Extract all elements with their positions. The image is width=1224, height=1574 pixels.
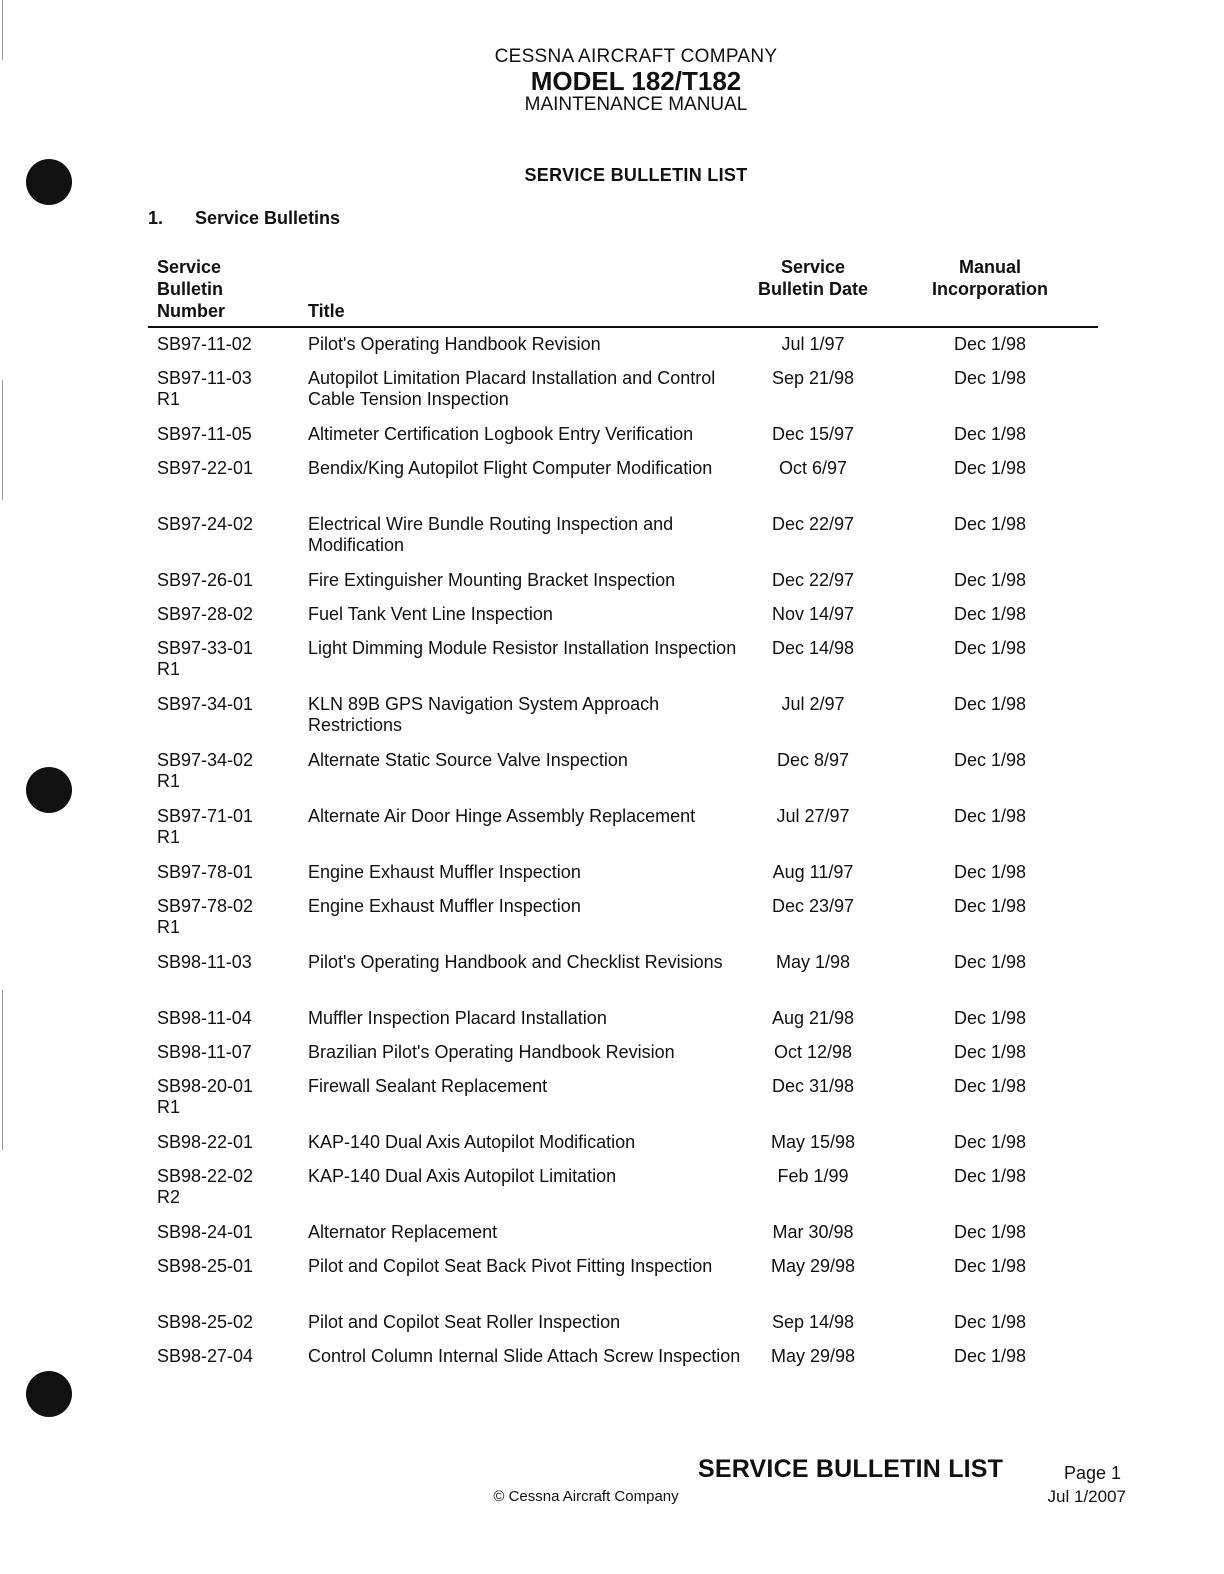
bulletin-title: Pilot and Copilot Seat Back Pivot Fitting Inspection xyxy=(308,1256,713,1276)
manual-name: MAINTENANCE MANUAL xyxy=(524,94,748,115)
table-row xyxy=(0,1076,1224,1132)
column-header-title: Title xyxy=(308,301,345,321)
bulletin-number: SB97-78-01 xyxy=(157,862,254,882)
manual-incorporation: Dec 1/98 xyxy=(953,1256,1027,1276)
manual-incorporation: Dec 1/98 xyxy=(953,458,1027,478)
bulletin-number: SB97-34-02 R1 xyxy=(157,750,254,791)
bulletin-number: SB98-22-01 xyxy=(157,1132,254,1152)
bulletin-title: Electrical Wire Bundle Routing Inspection and Modification xyxy=(308,514,674,555)
table-row xyxy=(0,1042,1224,1076)
bulletin-date: Jul 2/97 xyxy=(781,694,845,714)
bulletin-number: SB98-20-01 R1 xyxy=(157,1076,254,1117)
bulletin-date: Dec 22/97 xyxy=(771,514,855,534)
bulletin-number: SB98-22-02 R2 xyxy=(157,1166,254,1207)
table-row xyxy=(0,806,1224,862)
manual-incorporation: Dec 1/98 xyxy=(953,334,1027,354)
table-row xyxy=(0,1132,1224,1166)
bulletin-number: SB97-28-02 xyxy=(157,604,254,624)
bulletin-title: Fire Extinguisher Mounting Bracket Inspection xyxy=(308,570,676,590)
manual-incorporation: Dec 1/98 xyxy=(953,750,1027,770)
bulletin-number: SB97-26-01 xyxy=(157,570,254,590)
subsection-title: Service Bulletins xyxy=(195,208,341,228)
table-row xyxy=(0,334,1224,368)
bulletin-date: Dec 22/97 xyxy=(771,570,855,590)
bulletin-date: Aug 11/97 xyxy=(772,862,854,882)
bulletin-title: Brazilian Pilot's Operating Handbook Revision xyxy=(308,1042,675,1062)
bulletin-date: May 29/98 xyxy=(770,1346,856,1366)
subsection-heading xyxy=(148,208,340,229)
manual-incorporation: Dec 1/98 xyxy=(953,1132,1027,1152)
table-row xyxy=(0,896,1224,952)
bulletin-title: Fuel Tank Vent Line Inspection xyxy=(308,604,553,624)
bulletin-number: SB98-11-04 xyxy=(157,1008,252,1028)
bulletin-title: Firewall Sealant Replacement xyxy=(308,1076,548,1096)
column-header-number: Service Bulletin Number xyxy=(157,257,226,321)
bulletin-date: Jul 1/97 xyxy=(781,334,845,354)
table-row xyxy=(0,862,1224,896)
bulletin-title: Control Column Internal Slide Attach Screw Inspection xyxy=(308,1346,741,1366)
bulletin-table xyxy=(0,334,1224,1402)
bulletin-title: Engine Exhaust Muffler Inspection xyxy=(308,896,581,916)
bulletin-number: SB98-25-01 xyxy=(157,1256,254,1276)
company-name: CESSNA AIRCRAFT COMPANY xyxy=(494,46,778,67)
bulletin-title: KLN 89B GPS Navigation System Approach Restrictions xyxy=(308,694,660,735)
manual-incorporation: Dec 1/98 xyxy=(953,1346,1027,1366)
table-row xyxy=(0,604,1224,638)
table-row xyxy=(0,458,1224,514)
bulletin-number: SB97-11-03 R1 xyxy=(157,368,252,409)
table-row xyxy=(0,368,1224,424)
manual-incorporation: Dec 1/98 xyxy=(953,952,1027,972)
bulletin-date: Dec 31/98 xyxy=(771,1076,855,1096)
bulletin-number: SB97-71-01 R1 xyxy=(157,806,254,847)
bulletin-date: Dec 8/97 xyxy=(776,750,850,770)
bulletin-number: SB98-11-07 xyxy=(157,1042,252,1062)
manual-incorporation: Dec 1/98 xyxy=(953,862,1027,882)
table-row xyxy=(0,424,1224,458)
bulletin-date: May 1/98 xyxy=(775,952,851,972)
manual-incorporation: Dec 1/98 xyxy=(953,1008,1027,1028)
manual-incorporation: Dec 1/98 xyxy=(953,1042,1027,1062)
table-row xyxy=(0,1166,1224,1222)
bulletin-title: Pilot and Copilot Seat Roller Inspection xyxy=(308,1312,621,1332)
bulletin-title: Alternate Static Source Valve Inspection xyxy=(308,750,628,770)
table-row xyxy=(0,514,1224,570)
bulletin-date: Sep 14/98 xyxy=(771,1312,855,1332)
bulletin-date: Dec 14/98 xyxy=(771,638,855,658)
manual-incorporation: Dec 1/98 xyxy=(953,896,1027,916)
manual-incorporation: Dec 1/98 xyxy=(953,514,1027,534)
bulletin-date: May 29/98 xyxy=(770,1256,856,1276)
manual-incorporation: Dec 1/98 xyxy=(953,1166,1027,1186)
section-title: SERVICE BULLETIN LIST xyxy=(524,165,748,185)
manual-incorporation: Dec 1/98 xyxy=(953,1076,1027,1096)
bulletin-number: SB97-11-02 xyxy=(157,334,252,354)
manual-incorporation: Dec 1/98 xyxy=(953,1312,1027,1332)
manual-incorporation: Dec 1/98 xyxy=(953,604,1027,624)
column-header-manual: Manual Incorporation xyxy=(932,257,1048,299)
manual-incorporation: Dec 1/98 xyxy=(953,806,1027,826)
table-row xyxy=(0,1346,1224,1402)
bulletin-date: Oct 6/97 xyxy=(778,458,848,478)
page-number: Page 1 xyxy=(1064,1463,1122,1483)
bulletin-date: Feb 1/99 xyxy=(777,1166,849,1186)
manual-incorporation: Dec 1/98 xyxy=(953,424,1027,444)
bulletin-title: Alternate Air Door Hinge Assembly Replacement xyxy=(308,806,696,826)
bulletin-title: KAP-140 Dual Axis Autopilot Modification xyxy=(308,1132,636,1152)
bulletin-number: SB98-24-01 xyxy=(157,1222,254,1242)
manual-incorporation: Dec 1/98 xyxy=(953,638,1027,658)
footer-title: SERVICE BULLETIN LIST xyxy=(698,1455,1004,1483)
bulletin-number: SB97-33-01 R1 xyxy=(157,638,254,679)
bulletin-title: Alternator Replacement xyxy=(308,1222,498,1242)
bulletin-number: SB97-78-02 R1 xyxy=(157,896,254,937)
bulletin-date: Mar 30/98 xyxy=(772,1222,854,1242)
table-row xyxy=(0,638,1224,694)
manual-incorporation: Dec 1/98 xyxy=(953,570,1027,590)
manual-incorporation: Dec 1/98 xyxy=(953,368,1027,388)
header-rule xyxy=(148,326,1098,328)
manual-incorporation: Dec 1/98 xyxy=(953,694,1027,714)
bulletin-title: Autopilot Limitation Placard Installation and Control Cable Tension Inspection xyxy=(308,368,716,409)
copyright-notice: © Cessna Aircraft Company xyxy=(493,1488,679,1505)
bulletin-title: Light Dimming Module Resistor Installation Inspection xyxy=(308,638,737,658)
bulletin-title: Pilot's Operating Handbook Revision xyxy=(308,334,601,354)
table-row xyxy=(0,952,1224,1008)
bulletin-number: SB98-27-04 xyxy=(157,1346,254,1366)
bulletin-number: SB98-25-02 xyxy=(157,1312,254,1332)
table-row xyxy=(0,570,1224,604)
manual-incorporation: Dec 1/98 xyxy=(953,1222,1027,1242)
bulletin-title: Altimeter Certification Logbook Entry Verification xyxy=(308,424,694,444)
bulletin-date: May 15/98 xyxy=(770,1132,856,1152)
bulletin-date: Aug 21/98 xyxy=(771,1008,855,1028)
subsection-number: 1. xyxy=(148,208,164,228)
table-row xyxy=(0,694,1224,750)
bulletin-date: Sep 21/98 xyxy=(771,368,855,388)
bulletin-date: Dec 23/97 xyxy=(771,896,855,916)
table-row xyxy=(0,1008,1224,1042)
table-row xyxy=(0,750,1224,806)
bulletin-title: KAP-140 Dual Axis Autopilot Limitation xyxy=(308,1166,617,1186)
revision-date: Jul 1/2007 xyxy=(1047,1487,1126,1506)
bulletin-date: Jul 27/97 xyxy=(776,806,850,826)
bulletin-date: Oct 12/98 xyxy=(773,1042,853,1062)
table-row xyxy=(0,1256,1224,1312)
bulletin-number: SB98-11-03 xyxy=(157,952,252,972)
bulletin-title: Muffler Inspection Placard Installation xyxy=(308,1008,607,1028)
bulletin-date: Dec 15/97 xyxy=(771,424,855,444)
model-title: MODEL 182/T182 xyxy=(530,66,742,96)
table-row xyxy=(0,1222,1224,1256)
bulletin-number: SB97-11-05 xyxy=(157,424,252,444)
bulletin-number: SB97-34-01 xyxy=(157,694,254,714)
bulletin-number: SB97-22-01 xyxy=(157,458,254,478)
bulletin-title: Engine Exhaust Muffler Inspection xyxy=(308,862,581,882)
bulletin-title: Pilot's Operating Handbook and Checklist Revisions xyxy=(308,952,723,972)
table-row xyxy=(0,1312,1224,1346)
bulletin-number: SB97-24-02 xyxy=(157,514,254,534)
column-header-date: Service Bulletin Date xyxy=(757,257,868,299)
bulletin-date: Nov 14/97 xyxy=(771,604,855,624)
bulletin-title: Bendix/King Autopilot Flight Computer Modification xyxy=(308,458,713,478)
